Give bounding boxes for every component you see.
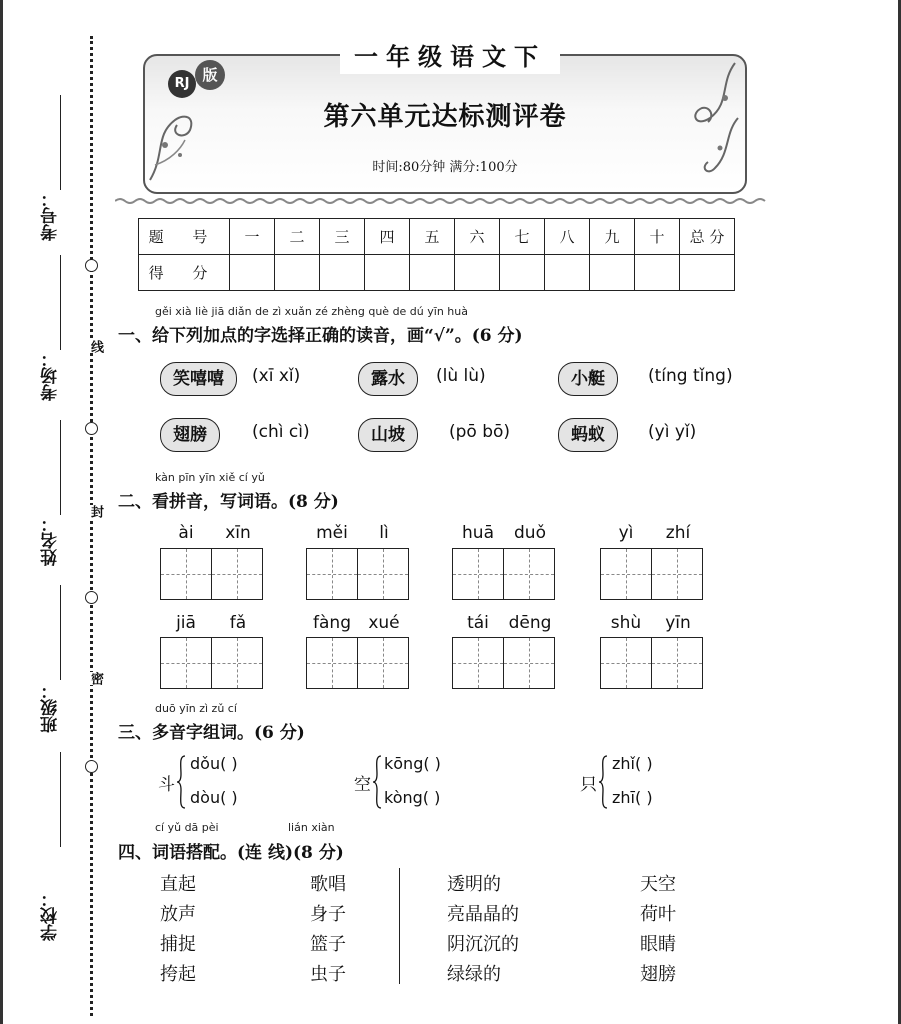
q2-pinyin-syllable: yì bbox=[618, 523, 634, 543]
school-label: 学校： bbox=[41, 890, 61, 941]
school-line bbox=[60, 752, 61, 847]
q4-title: 四、词语搭配。(连 线)(8 分) bbox=[118, 843, 344, 863]
score-cell[interactable] bbox=[500, 255, 545, 291]
table-header-cell: 二 bbox=[275, 219, 320, 255]
polyphone-char: 斗 bbox=[158, 775, 175, 795]
writing-grid-cell[interactable] bbox=[651, 637, 703, 689]
q1-word: 露水 bbox=[371, 369, 405, 389]
table-header-cell: 五 bbox=[410, 219, 455, 255]
q1-word: 小艇 bbox=[571, 369, 605, 389]
q1-word-cloud bbox=[160, 418, 220, 452]
score-table bbox=[138, 218, 735, 291]
table-header-cell: 总 分 bbox=[680, 219, 735, 255]
table-header-cell: 九 bbox=[590, 219, 635, 255]
page-title: 第六单元达标测评卷 bbox=[323, 102, 567, 132]
q1-pinyin: gěi xià liè jiā diǎn de zì xuǎn zé zhèng què de dú yīn huà bbox=[155, 305, 468, 318]
polyphone-answer[interactable]: dǒu( ) bbox=[190, 754, 238, 773]
writing-grid-cell[interactable] bbox=[160, 548, 212, 600]
writing-grid-cell[interactable] bbox=[306, 548, 358, 600]
binding-circle bbox=[85, 591, 98, 604]
q1-word-cloud bbox=[358, 362, 418, 396]
score-cell[interactable] bbox=[545, 255, 590, 291]
edition-badge: 版 bbox=[195, 60, 225, 90]
writing-grid-cell[interactable] bbox=[600, 637, 652, 689]
match-word-right[interactable]: 虫子 bbox=[310, 964, 346, 985]
brace bbox=[598, 754, 608, 810]
match-word-right[interactable]: 荷叶 bbox=[640, 904, 676, 925]
q2-pinyin: kàn pīn yīn xiě cí yǔ bbox=[155, 471, 265, 484]
binding-circle bbox=[85, 422, 98, 435]
match-word-left[interactable]: 直起 bbox=[160, 874, 196, 895]
writing-grid-cell[interactable] bbox=[306, 637, 358, 689]
match-word-left[interactable]: 透明的 bbox=[447, 874, 501, 895]
match-word-left[interactable]: 亮晶晶的 bbox=[447, 904, 519, 925]
match-word-right[interactable]: 身子 bbox=[310, 904, 346, 925]
table-header-cell: 三 bbox=[320, 219, 365, 255]
table-header-cell: 四 bbox=[365, 219, 410, 255]
q4-pinyin: cí yǔ dā pèi bbox=[155, 821, 219, 834]
name-line bbox=[60, 420, 61, 515]
seal-mark-secret: 密 bbox=[88, 672, 103, 685]
q3-title: 三、多音字组词。(6 分) bbox=[118, 723, 305, 743]
writing-grid-cell[interactable] bbox=[211, 637, 263, 689]
q2-pinyin-syllable: yīn bbox=[665, 613, 691, 633]
q3-pinyin: duō yīn zì zǔ cí bbox=[155, 702, 237, 715]
q2-pinyin-syllable: huā bbox=[462, 523, 494, 543]
q2-pinyin-syllable: fǎ bbox=[229, 613, 247, 633]
writing-grid-cell[interactable] bbox=[357, 548, 409, 600]
table-score-label: 得 分 bbox=[139, 255, 230, 291]
match-word-left[interactable]: 绿绿的 bbox=[447, 964, 501, 985]
q1-options[interactable]: (chì cì) bbox=[252, 422, 310, 442]
polyphone-char: 只 bbox=[580, 775, 597, 795]
score-cell[interactable] bbox=[275, 255, 320, 291]
writing-grid-cell[interactable] bbox=[503, 637, 555, 689]
table-header-cell: 七 bbox=[500, 219, 545, 255]
wavy-divider bbox=[115, 197, 770, 205]
exam-room-label: 考场： bbox=[41, 350, 61, 401]
q1-word: 笑嘻嘻 bbox=[173, 369, 224, 389]
binding-dotted-line bbox=[90, 36, 93, 1016]
score-cell[interactable] bbox=[455, 255, 500, 291]
match-word-left[interactable]: 捕捉 bbox=[160, 934, 196, 955]
q4-pinyin: lián xiàn bbox=[288, 821, 335, 834]
polyphone-answer[interactable]: kòng( ) bbox=[384, 788, 441, 807]
writing-grid-cell[interactable] bbox=[503, 548, 555, 600]
polyphone-answer[interactable]: dòu( ) bbox=[190, 788, 238, 807]
match-word-right[interactable]: 天空 bbox=[640, 874, 676, 895]
q1-options[interactable]: (lù lù) bbox=[436, 366, 486, 386]
q2-pinyin-syllable: dēng bbox=[508, 613, 552, 633]
q1-word-cloud bbox=[358, 418, 418, 452]
q1-title: 一、给下列加点的字选择正确的读音，画“√”。(6 分) bbox=[118, 326, 523, 346]
score-cell[interactable] bbox=[635, 255, 680, 291]
seal-mark-line: 线 bbox=[88, 340, 103, 353]
writing-grid-cell[interactable] bbox=[452, 637, 504, 689]
match-word-left[interactable]: 挎起 bbox=[160, 964, 196, 985]
q1-word-cloud bbox=[558, 362, 618, 396]
class-line bbox=[60, 585, 61, 680]
writing-grid-cell[interactable] bbox=[357, 637, 409, 689]
score-cell[interactable] bbox=[365, 255, 410, 291]
table-header-cell: 一 bbox=[230, 219, 275, 255]
score-cell[interactable] bbox=[230, 255, 275, 291]
q1-options[interactable]: (tíng tǐng) bbox=[648, 366, 733, 386]
score-cell[interactable] bbox=[410, 255, 455, 291]
match-word-right[interactable]: 翅膀 bbox=[640, 964, 676, 985]
q1-options[interactable]: (yì yǐ) bbox=[648, 422, 697, 442]
match-word-left[interactable]: 阴沉沉的 bbox=[447, 934, 519, 955]
writing-grid-cell[interactable] bbox=[600, 548, 652, 600]
polyphone-char: 空 bbox=[354, 775, 371, 795]
q1-options[interactable]: (xī xǐ) bbox=[252, 366, 301, 386]
exam-room-line bbox=[60, 255, 61, 350]
q2-pinyin-syllable: xīn bbox=[225, 523, 251, 543]
match-word-right[interactable]: 歌唱 bbox=[310, 874, 346, 895]
name-label: 姓名： bbox=[41, 515, 61, 566]
q2-pinyin-syllable: zhí bbox=[665, 523, 691, 543]
writing-grid-cell[interactable] bbox=[160, 637, 212, 689]
q1-options[interactable]: (pō bō) bbox=[449, 422, 511, 442]
table-header-cell: 八 bbox=[545, 219, 590, 255]
q2-pinyin-syllable: xué bbox=[368, 613, 400, 633]
top-margin bbox=[0, 0, 901, 24]
q1-word-cloud bbox=[160, 362, 237, 396]
q2-pinyin-syllable: shù bbox=[610, 613, 642, 633]
q1-word: 蚂蚁 bbox=[571, 425, 605, 445]
q2-title: 二、看拼音，写词语。(8 分) bbox=[118, 492, 339, 512]
match-word-right[interactable]: 眼睛 bbox=[640, 934, 676, 955]
q2-pinyin-syllable: měi bbox=[316, 523, 348, 543]
seal-mark-seal: 封 bbox=[88, 505, 103, 518]
binding-circle bbox=[85, 259, 98, 272]
table-header-cell: 六 bbox=[455, 219, 500, 255]
matching-divider bbox=[399, 868, 400, 984]
table-row bbox=[139, 219, 735, 255]
time-score-line: 时间:80分钟 满分:100分 bbox=[372, 160, 518, 175]
score-cell[interactable] bbox=[590, 255, 635, 291]
brace bbox=[176, 754, 186, 810]
polyphone-answer[interactable]: kōng( ) bbox=[384, 754, 441, 773]
q2-pinyin-syllable: ài bbox=[178, 523, 194, 543]
q1-word: 翅膀 bbox=[173, 425, 207, 445]
grade-banner: 一年级语文下 bbox=[340, 40, 560, 74]
binding-circle bbox=[85, 760, 98, 773]
q1-word: 山坡 bbox=[371, 425, 405, 445]
exam-number-line bbox=[60, 95, 61, 190]
table-header-label: 题 号 bbox=[139, 219, 230, 255]
match-word-left[interactable]: 放声 bbox=[160, 904, 196, 925]
rj-badge: RJ bbox=[168, 70, 196, 98]
q2-pinyin-syllable: tái bbox=[467, 613, 489, 633]
match-word-right[interactable]: 篮子 bbox=[310, 934, 346, 955]
q2-pinyin-syllable: lì bbox=[379, 523, 389, 543]
class-label: 班级： bbox=[41, 682, 61, 733]
writing-grid-cell[interactable] bbox=[452, 548, 504, 600]
writing-grid-cell[interactable] bbox=[651, 548, 703, 600]
polyphone-answer[interactable]: zhǐ( ) bbox=[612, 754, 653, 773]
polyphone-answer[interactable]: zhī( ) bbox=[612, 788, 653, 807]
score-cell[interactable] bbox=[320, 255, 365, 291]
table-row bbox=[139, 255, 735, 291]
writing-grid-cell[interactable] bbox=[211, 548, 263, 600]
score-cell[interactable] bbox=[680, 255, 735, 291]
q2-pinyin-syllable: jiā bbox=[176, 613, 196, 633]
left-border bbox=[0, 0, 3, 1024]
brace bbox=[372, 754, 382, 810]
table-header-cell: 十 bbox=[635, 219, 680, 255]
exam-number-label: 考号： bbox=[41, 190, 61, 241]
q2-pinyin-syllable: duǒ bbox=[514, 523, 546, 543]
q1-word-cloud bbox=[558, 418, 618, 452]
q2-pinyin-syllable: fàng bbox=[313, 613, 351, 633]
